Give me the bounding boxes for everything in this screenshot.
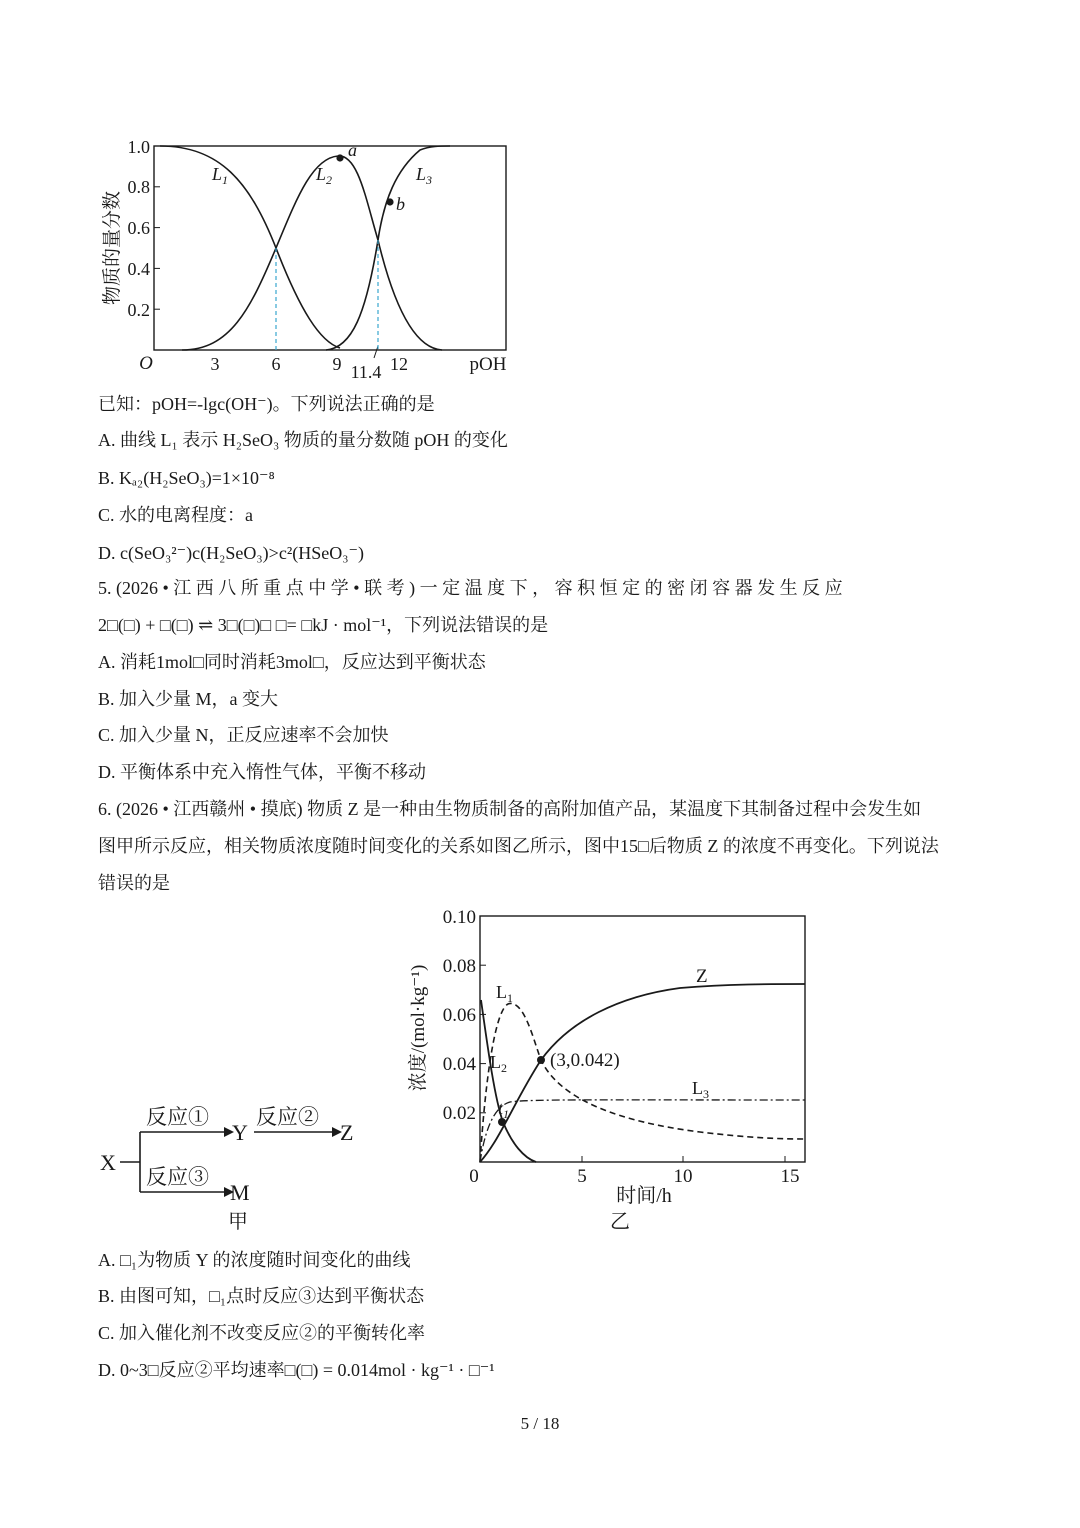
y-tick-1.0: 1.0: [127, 137, 150, 157]
product-m: M: [230, 1180, 250, 1205]
x2-tick-5: 5: [577, 1166, 587, 1187]
q6-stem-line3: 错误的是: [98, 873, 170, 893]
q5-stem-line2: 2□(□) + □(□) ⇌ 3□(□)□ □= □kJ · mol⁻¹，下列说法错误的是: [98, 615, 549, 635]
x2-tick-15: 15: [780, 1166, 800, 1187]
curve-l1-dashed: [480, 1003, 805, 1162]
caption-jia: 甲: [228, 1211, 248, 1233]
q6-option-c: C. 加入催化剂不改变反应②的平衡转化率: [98, 1323, 426, 1343]
x-tick-3: 3: [210, 354, 220, 374]
y-tick-0.6: 0.6: [127, 218, 150, 238]
q4-option-c: C. 水的电离程度：a: [98, 505, 253, 525]
speciation-chart: [90, 130, 530, 380]
q4-option-d: D. c(SeO₃²⁻)c(H₂SeO₃)>c²(HSeO₃⁻): [98, 543, 364, 563]
y-axis-label: 物质的量分数: [102, 190, 123, 306]
page-number: 5 / 18: [520, 1414, 560, 1433]
y-tick-0.8: 0.8: [127, 177, 150, 197]
q4-option-b: B. Kₐ₂(H₂SeO₃)=1×10⁻⁸: [98, 468, 275, 488]
point-a: [336, 154, 343, 161]
concentration-chart: [400, 900, 820, 1240]
curve-label-z: Z: [696, 966, 708, 987]
y2-tick-0.08: 0.08: [442, 956, 476, 977]
curve-label-l3-2: $L_3$: [692, 1078, 709, 1101]
y2-axis-label: 浓度/(mol·kg⁻¹): [408, 964, 429, 1092]
q6-stem-line1: 6. (2026 • 江西赣州 • 摸底) 物质 Z 是一种由生物质制备的高附加值产品，某温度下其制备过程中会发生如: [98, 799, 922, 819]
curve-label-l1-2: $L_1$: [496, 982, 513, 1005]
t1-label: $t_1$: [498, 1098, 510, 1121]
q6-option-a: A. □₁为物质 Y 的浓度随时间变化的曲线: [98, 1250, 411, 1270]
y-tick-0.4: 0.4: [127, 259, 150, 279]
y2-tick-0.10: 0.10: [442, 907, 476, 928]
product-z: Z: [340, 1120, 354, 1145]
q4-option-a: A. 曲线 L₁ 表示 H₂SeO₃ 物质的量分数随 pOH 的变化: [98, 430, 508, 450]
x-tick-11.4: 11.4: [350, 362, 382, 380]
curve-z: [480, 984, 805, 1162]
x2-axis-label: 时间/h: [616, 1185, 672, 1207]
x-axis-label: pOH: [469, 354, 507, 375]
caption-yi: 乙: [610, 1211, 630, 1233]
x2-tick-0: 0: [469, 1166, 479, 1187]
product-y: Y: [232, 1120, 248, 1145]
origin-label: O: [139, 353, 153, 374]
point-3-0.042-label: (3,0.042): [550, 1050, 620, 1071]
y-tick-0.2: 0.2: [127, 300, 150, 320]
curve-label-l3: $L_3$: [416, 164, 433, 187]
point-a-label: a: [348, 140, 357, 160]
curve-l1: [160, 146, 340, 348]
q6-option-d: D. 0~3□反应②平均速率□(□) = 0.014mol · kg⁻¹ · □⁻¹: [98, 1360, 495, 1380]
reactant-x: X: [100, 1150, 116, 1175]
x-tick-9: 9: [332, 354, 342, 374]
y2-tick-0.04: 0.04: [442, 1054, 476, 1075]
curve-label-l1: $L_1$: [212, 164, 229, 187]
q6-stem-line2: 图甲所示反应，相关物质浓度随时间变化的关系如图乙所示，图中15□后物质 Z 的浓度不再变化。下列说法: [98, 836, 939, 856]
y2-tick-0.06: 0.06: [442, 1005, 476, 1026]
label-reaction3: 反应③: [146, 1165, 209, 1189]
x-tick-12: 12: [390, 354, 408, 374]
curve-l3-dashdot: [480, 1100, 805, 1162]
point-b: [386, 198, 393, 205]
plot-frame-2: [480, 916, 805, 1162]
label-reaction1: 反应①: [146, 1105, 209, 1129]
q5-option-d: D. 平衡体系中充入惰性气体，平衡不移动: [98, 762, 426, 782]
curve-l2: [182, 156, 442, 350]
q5-option-c: C. 加入少量 N，正反应速率不会加快: [98, 725, 389, 745]
reaction-scheme: [96, 1096, 376, 1236]
point-b-label: b: [396, 194, 405, 214]
q5-option-a: A. 消耗1mol□同时消耗3mol□，反应达到平衡状态: [98, 652, 486, 672]
y2-tick-0.02: 0.02: [442, 1103, 476, 1124]
x2-tick-10: 10: [673, 1166, 693, 1187]
q4-known: 已知：pOH=-lgc(OH⁻)。下列说法正确的是: [98, 394, 435, 414]
curve-label-l2-2: $L_2$: [490, 1052, 507, 1075]
q6-option-b: B. 由图可知，□₁点时反应③达到平衡状态: [98, 1286, 425, 1306]
x-tick-6: 6: [271, 354, 281, 374]
curve-label-l2: $L_2$: [316, 164, 333, 187]
point-3-0.042: [537, 1056, 545, 1064]
label-reaction2: 反应②: [256, 1105, 319, 1129]
q5-stem-line1: 5. (2026 • 江 西 八 所 重 点 中 学 • 联 考 ) 一 定 温 度 下 ， 容 积 恒 定 的 密 闭 容 器 发 生 反 应: [98, 578, 843, 598]
q5-option-b: B. 加入少量 M，a 变大: [98, 689, 278, 709]
